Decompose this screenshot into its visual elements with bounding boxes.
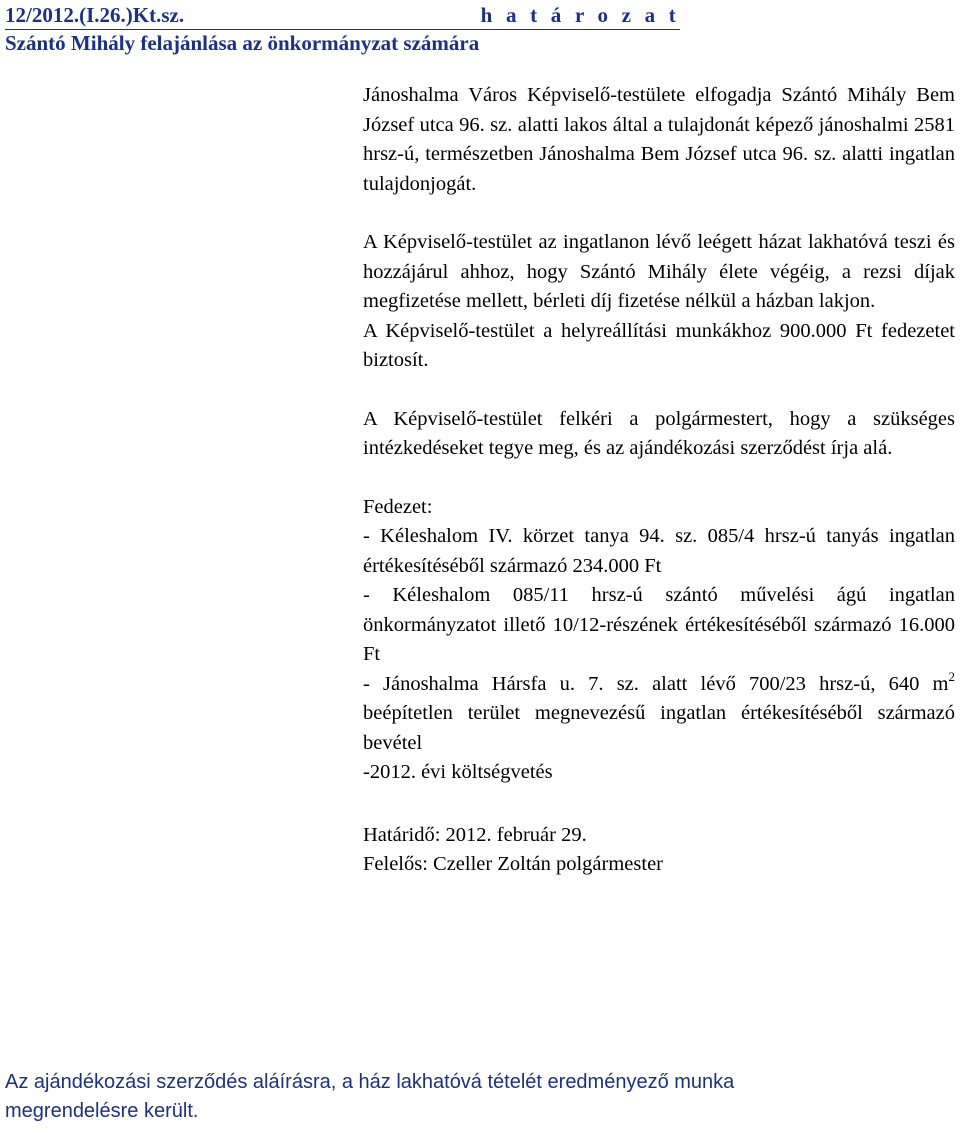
resolution-number: 12/2012.(I.26.)Kt.sz. (5, 3, 185, 27)
superscript-2: 2 (948, 668, 955, 684)
resolution-header (5, 2, 680, 57)
responsible-person: Felelős: Czeller Zoltán polgármester (363, 853, 664, 875)
resolution-subject: Szántó Mihály felajánlása az önkormányzat számára (5, 31, 480, 55)
funding-item-3-text: - Jánoshalma Hársfa u. 7. sz. alatt lévő 700/23 hrsz-ú, 640 m (363, 672, 949, 695)
paragraph-housing: A Képviselő-testület az ingatlanon lévő leégett házat lakhatóvá teszi és hozzájárul ahhoz, hogy Szántó Mihály élete végéig, a rezsi díjak megfizetése mellett, bérleti díj fizetése nélkül a házban lakjon. (363, 231, 955, 312)
header-line (5, 2, 680, 30)
funding-label: Fedezet: (363, 495, 433, 518)
resolution-type: h a t á r o z a t (480, 3, 680, 27)
funding-item-3 (363, 670, 955, 759)
funding-item-4: -2012. évi költségvetés (363, 761, 553, 783)
paragraph-budget: A Képviselő-testület a helyreállítási munkákhoz 900.000 Ft fedezetet biztosít. (363, 319, 955, 371)
funding-item-2: - Kéleshalom 085/11 hrsz-ú szántó művelési ágú ingatlan önkormányzatot illető 10/12-részének értékesítéséből származó 16.000 Ft (363, 584, 955, 665)
resolution-body (363, 81, 955, 880)
deadline: Határidő: 2012. február 29. (363, 823, 587, 846)
paragraph-acceptance: Jánoshalma Város Képviselő-testülete elfogadja Szántó Mihály Bem József utca 96. sz. alatti lakos által a tulajdonát képező jánoshalmi 2581 hrsz-ú, természetben Jánoshalma Bem József utca 96. sz. alatti ingatlan tulajdonjogát. (363, 84, 955, 195)
status-footnote: Az ajándékozási szerződés aláírásra, a ház lakhatóvá tételét eredményező munka megrendelésre került. (5, 1071, 735, 1122)
funding-item-1: - Kéleshalom IV. körzet tanya 94. sz. 085/4 hrsz-ú tanyás ingatlan értékesítéséből származó 234.000 Ft (363, 525, 955, 577)
paragraph-mandate: A Képviselő-testület felkéri a polgármestert, hogy a szükséges intézkedéseket tegye meg, és az ajándékozási szerződést írja alá. (363, 407, 955, 459)
funding-item-3-rest: beépítetlen terület megnevezésű ingatlan értékesítéséből származó bevétel (363, 702, 955, 754)
